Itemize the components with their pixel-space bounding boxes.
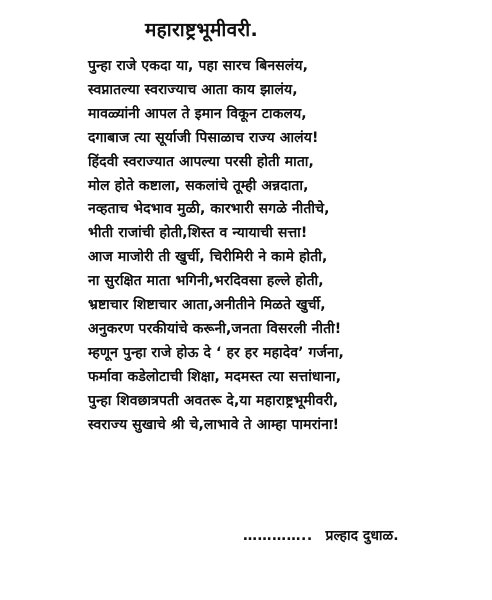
poem-line: मावळ्यांनी आपल ते इमान विकून टाकलय, (88, 105, 307, 122)
author-name: प्रल्हाद दुधाळ. (325, 528, 399, 544)
poem-line: दगाबाज त्या सूर्याजी पिसाळाच राज्य आलंय! (88, 129, 319, 146)
poem-line: भीती राजांची होती,शिस्त व न्यायाची सत्ता! (88, 225, 308, 242)
poem-line: हिंदवी स्वराज्यात आपल्या परसी होती माता, (88, 153, 314, 170)
poem-line: अनुकरण परकीयांचे करूनी,जनता विसरली नीती! (88, 320, 342, 337)
poem-line: पुन्हा राजे एकदा या, पहा सारच बिनसलंय, (88, 58, 309, 74)
poem-body (88, 55, 488, 438)
poem-line: नव्हताच भेदभाव मुळी, कारभारी सगळे नीतीचे, (88, 201, 330, 218)
poem-line: म्हणून पुन्हा राजे होऊ दे ‘ हर हर महादेव’ गर्जना, (88, 344, 344, 361)
poem-line: भ्रष्टाचार शिष्टाचार आता,अनीतीने मिळते खुर्ची, (88, 297, 326, 314)
signature-dots: ………….. (243, 528, 313, 544)
poem-line: फर्मावा कडेलोटाची शिक्षा, मदमस्त त्या सत्तांधाना, (88, 368, 342, 385)
poem-line: ना सुरक्षित माता भगिनी,भरदिवसा हल्ले होती, (88, 273, 324, 290)
poem-title: महाराष्ट्रभूमीवरी. (145, 19, 258, 41)
poem-line: आज माजोरी ती खुर्ची, चिरीमिरी ने कामे होती, (88, 249, 328, 266)
poem-line: स्वराज्य सुखाचे श्री चे,लाभावे ते आम्हा पामरांना! (88, 416, 340, 433)
poem-line: पुन्हा शिवछात्रपती अवतरू दे,या महाराष्ट्रभूमीवरी, (88, 392, 339, 409)
poem-signature (243, 526, 399, 545)
poem-line: स्वप्नातल्या स्वराज्याच आता काय झालंय, (88, 81, 298, 98)
poem-line: मोल होते कष्टाला, सकलांचे तूम्ही अन्नदाता, (88, 177, 309, 194)
